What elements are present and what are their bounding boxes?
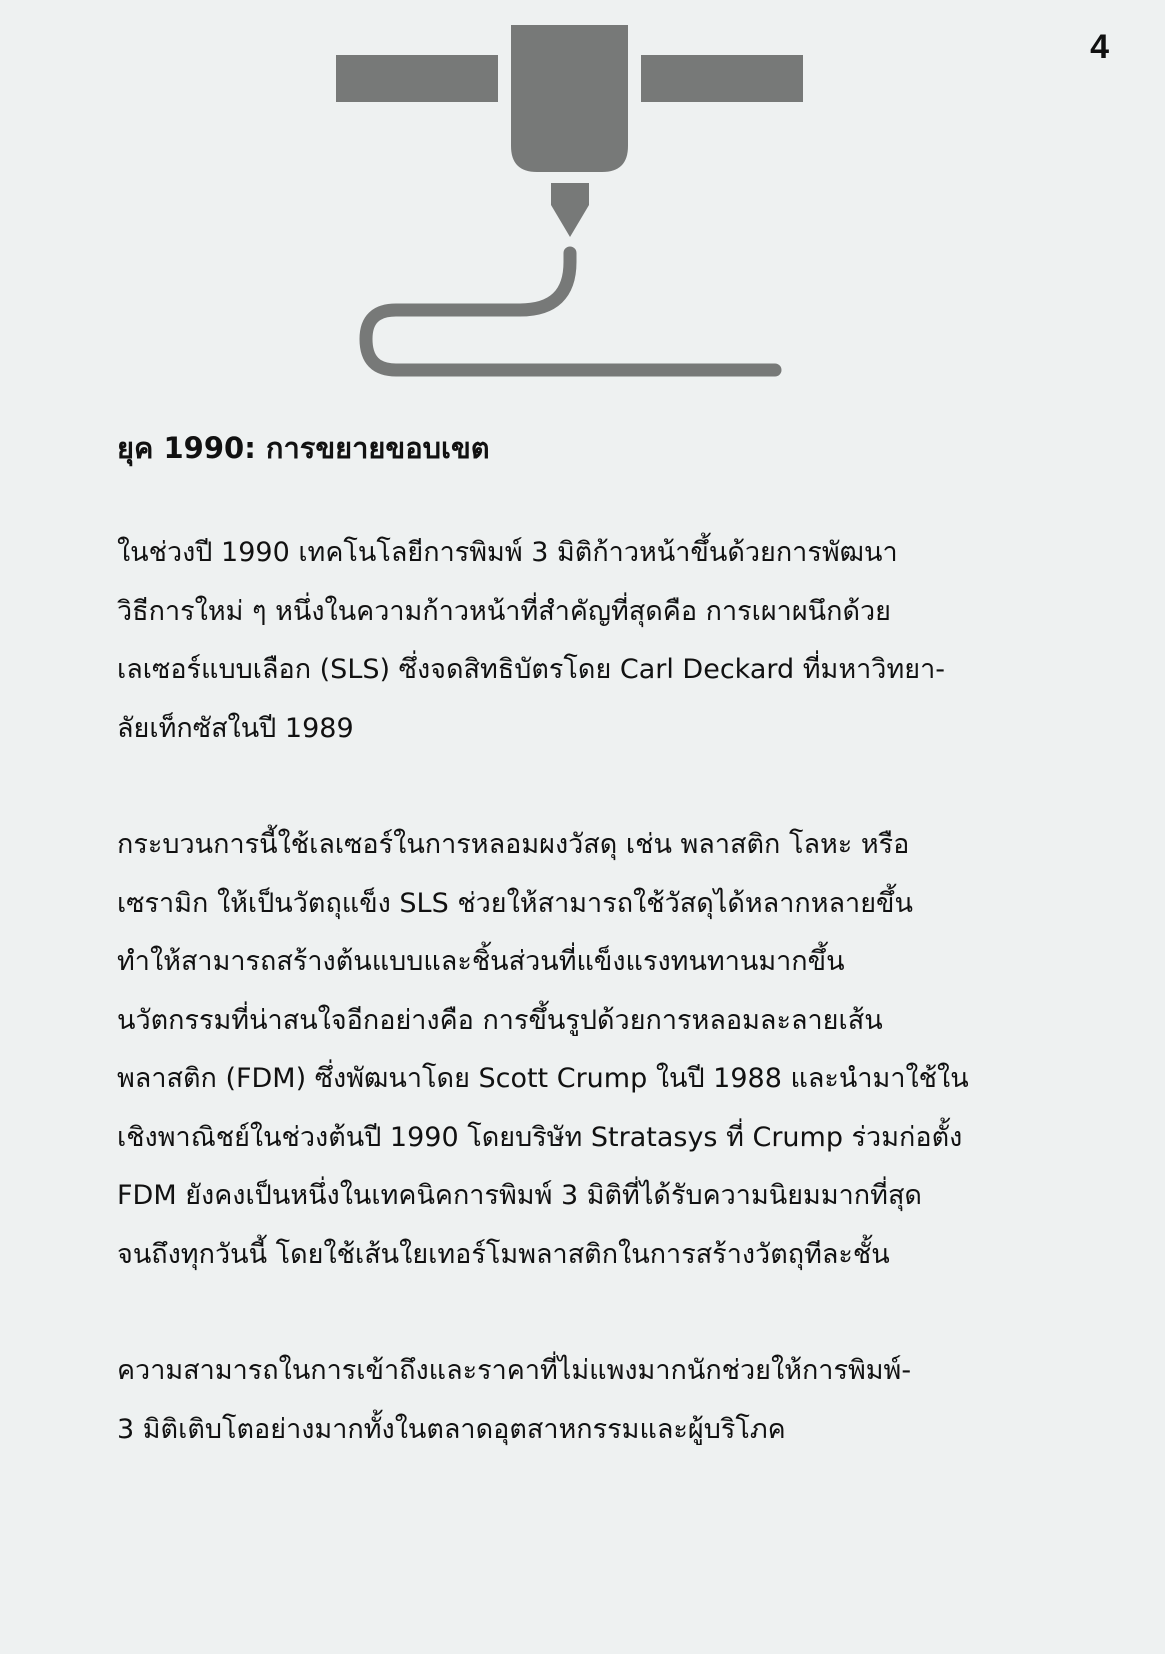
extruded-filament <box>366 253 775 370</box>
paragraph-line: เลเซอร์แบบเลือก (SLS) ซึ่งจดสิทธิบัตรโดย Carl Deckard ที่มหาวิทยา- <box>117 654 945 685</box>
paragraph-line: ความสามารถในการเข้าถึงและราคาที่ไม่แพงมากนักช่วยให้การพิมพ์- <box>117 1355 912 1386</box>
paragraph-line: กระบวนการนี้ใช้เลเซอร์ในการหลอมผงวัสดุ เช่น พลาสติก โลหะ หรือ <box>117 829 910 860</box>
paragraph-line: พลาสติก (FDM) ซึ่งพัฒนาโดย Scott Crump ในปี 1988 และนำมาใช้ใน <box>117 1063 969 1094</box>
paragraph-2 <box>117 816 1077 1284</box>
paragraph-line: จนถึงทุกวันนี้ โดยใช้เส้นใยเทอร์โมพลาสติกในการสร้างวัตถุทีละชั้น <box>117 1238 890 1270</box>
section-heading: ยุค 1990: การขยายขอบเขต <box>117 431 490 465</box>
document-body <box>117 420 1077 1517</box>
paragraph-line: เชิงพาณิชย์ในช่วงต้นปี 1990 โดยบริษัท Stratasys ที่ Crump ร่วมก่อตั้ง <box>117 1121 963 1153</box>
printer-nozzle <box>551 183 589 237</box>
paragraph-3 <box>117 1342 1077 1459</box>
paragraph-line: 3 มิติเติบโตอย่างมากทั้งในตลาดอุตสาหกรรมและผู้บริโภค <box>117 1413 786 1445</box>
paragraph-line: วิธีการใหม่ ๆ หนึ่งในความก้าวหน้าที่สำคัญที่สุดคือ การเผาผนึกด้วย <box>117 595 891 627</box>
paragraph-1 <box>117 524 1077 758</box>
paragraph-line: เซรามิก ให้เป็นวัตถุแข็ง SLS ช่วยให้สามารถใช้วัสดุได้หลากหลายขึ้น <box>117 887 913 919</box>
paragraph-line: ในช่วงปี 1990 เทคโนโลยีการพิมพ์ 3 มิติก้าวหน้าขึ้นด้วยการพัฒนา <box>117 537 898 568</box>
3d-printer-nozzle-icon <box>0 0 1165 400</box>
paragraph-line: ลัยเท็กซัสในปี 1989 <box>117 712 354 744</box>
paragraph-line: นวัตกรรมที่น่าสนใจอีกอย่างคือ การขึ้นรูปด้วยการหลอมละลายเส้น <box>117 1004 883 1036</box>
paragraph-line: FDM ยังคงเป็นหนึ่งในเทคนิคการพิมพ์ 3 มิติที่ได้รับความนิยมมากที่สุด <box>117 1180 922 1211</box>
paragraph-line: ทำให้สามารถสร้างต้นแบบและชิ้นส่วนที่แข็งแรงทนทานมากขึ้น <box>117 946 845 977</box>
printer-rail-left <box>336 55 498 102</box>
printer-rail-right <box>641 55 803 102</box>
page-number: 4 <box>1090 28 1109 66</box>
printer-head <box>511 25 628 172</box>
